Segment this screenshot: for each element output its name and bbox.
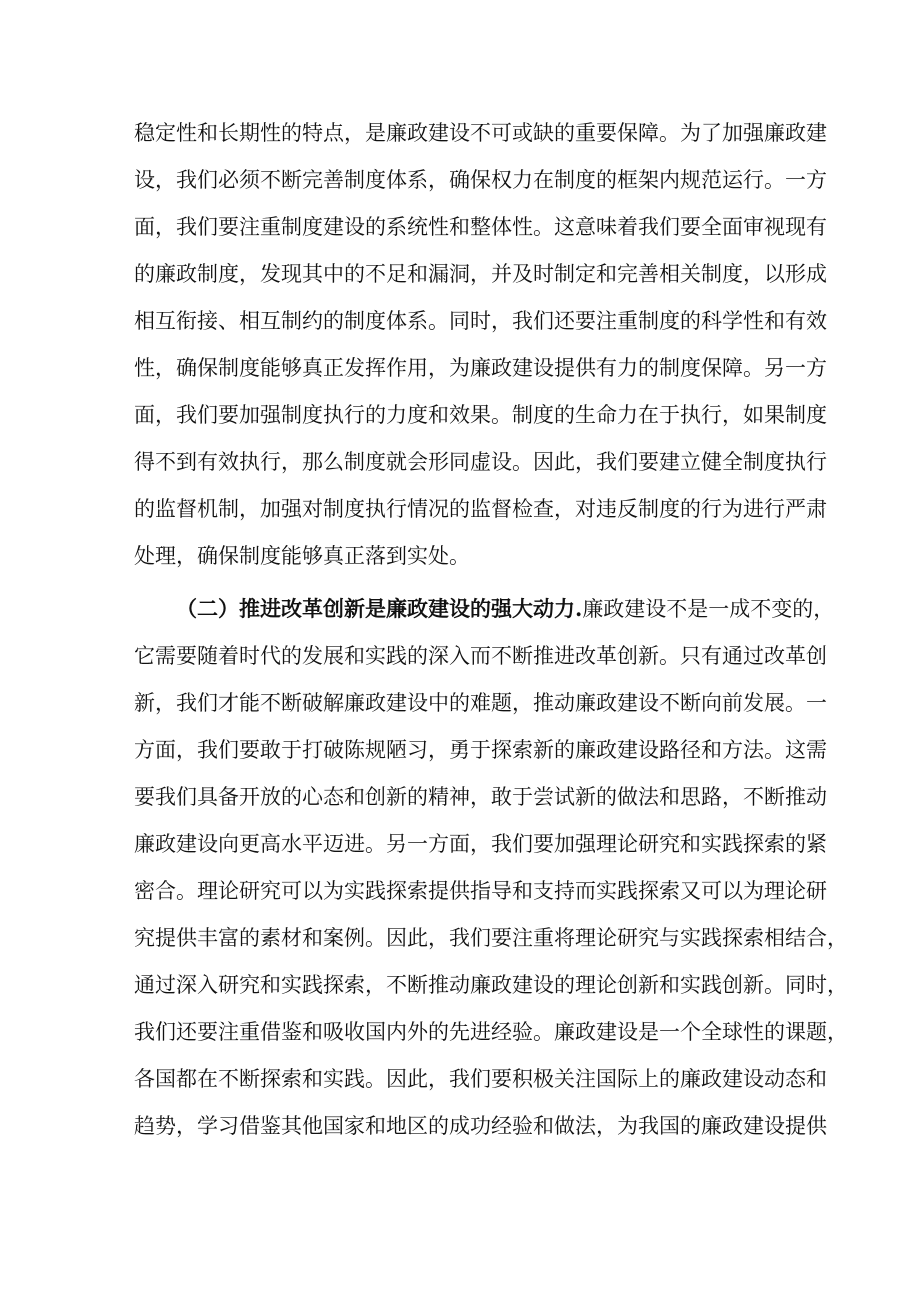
heading-line-text: 廉政建设不是一成不变的， — [582, 597, 835, 621]
paragraph-line: 廉政建设向更高水平迈进。另一方面，我们要加强理论研究和实践探索的紧 — [134, 832, 827, 856]
paragraph-line: 究提供丰富的素材和案例。因此，我们要注重将理论研究与实践探索相结合， — [134, 926, 848, 950]
paragraph-line: 得不到有效执行，那么制度就会形同虚设。因此，我们要建立健全制度执行 — [134, 450, 827, 474]
paragraph-line: 性，确保制度能够真正发挥作用，为廉政建设提供有力的制度保障。另一方 — [134, 356, 827, 380]
paragraph-line: 面，我们要加强制度执行的力度和效果。制度的生命力在于执行，如果制度 — [134, 403, 827, 427]
paragraph-line: 的廉政制度，发现其中的不足和漏洞，并及时制定和完善相关制度，以形成 — [134, 262, 827, 286]
paragraph-line: 设，我们必须不断完善制度体系，确保权力在制度的框架内规范运行。一方 — [134, 168, 827, 192]
paragraph-line: 面，我们要注重制度建设的系统性和整体性。这意味着我们要全面审视现有 — [134, 215, 827, 239]
paragraph-line: 处理，确保制度能够真正落到实处。 — [134, 544, 470, 568]
paragraph-line: 方面，我们要敢于打破陈规陋习，勇于探索新的廉政建设路径和方法。这需 — [134, 738, 827, 762]
paragraph-line: 通过深入研究和实践探索，不断推动廉政建设的理论创新和实践创新。同时， — [134, 973, 848, 997]
paragraph-line: 我们还要注重借鉴和吸收国内外的先进经验。廉政建设是一个全球性的课题， — [134, 1020, 848, 1044]
paragraph-line: 相互衔接、相互制约的制度体系。同时，我们还要注重制度的科学性和有效 — [134, 309, 827, 333]
paragraph-line: 稳定性和长期性的特点，是廉政建设不可或缺的重要保障。为了加强廉政建 — [134, 121, 827, 145]
paragraph-line: 各国都在不断探索和实践。因此，我们要积极关注国际上的廉政建设动态和 — [134, 1067, 827, 1091]
paragraph-line: 密合。理论研究可以为实践探索提供指导和支持而实践探索又可以为理论研 — [134, 879, 827, 903]
section-heading-line — [176, 589, 835, 629]
paragraph-line: 它需要随着时代的发展和实践的深入而不断推进改革创新。只有通过改革创 — [134, 644, 827, 668]
section-heading: （二）推进改革创新是廉政建设的强大动力. — [176, 596, 583, 621]
paragraph-line: 新，我们才能不断破解廉政建设中的难题，推动廉政建设不断向前发展。一 — [134, 691, 827, 715]
paragraph-line: 趋势，学习借鉴其他国家和地区的成功经验和做法，为我国的廉政建设提供 — [134, 1114, 827, 1138]
paragraph-line: 要我们具备开放的心态和创新的精神，敢于尝试新的做法和思路，不断推动 — [134, 785, 827, 809]
paragraph-line: 的监督机制，加强对制度执行情况的监督检查，对违反制度的行为进行严肃 — [134, 497, 827, 521]
